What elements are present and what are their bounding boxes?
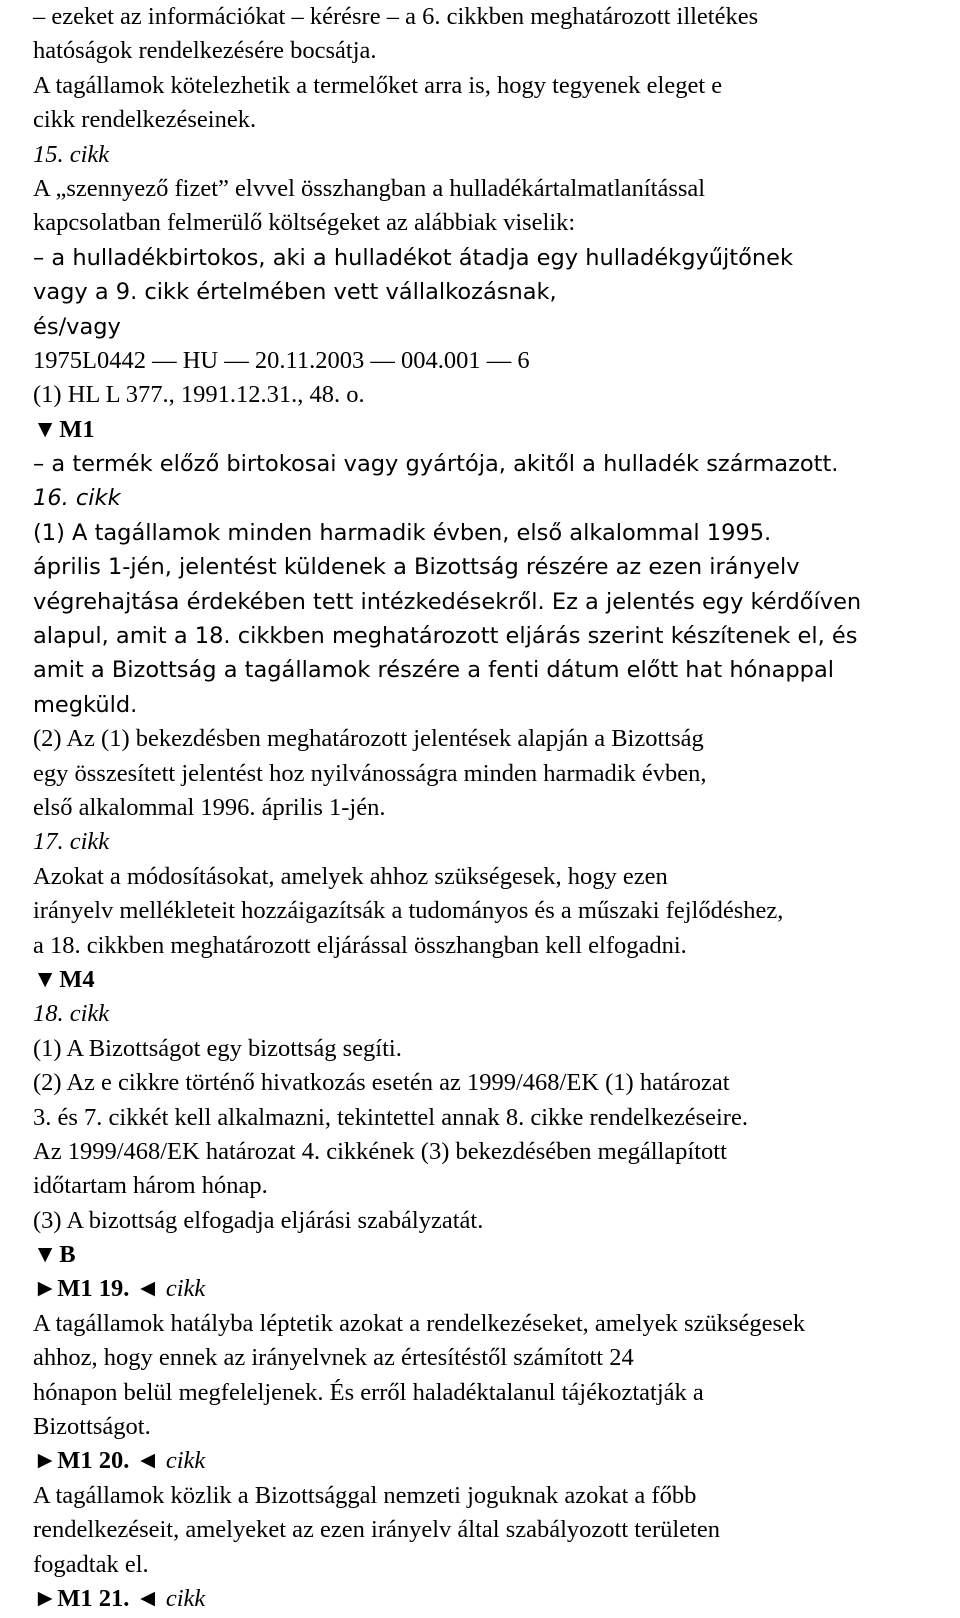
down-triangle-icon: ▼: [33, 965, 58, 993]
text-line: alapul, amit a 18. cikkben meghatározott eljárás szerint készítenek el, és: [33, 623, 858, 650]
text-line: a 18. cikkben meghatározott eljárással összhangban kell elfogadni.: [33, 931, 687, 959]
article-word: cikk: [165, 1584, 206, 1612]
text-line: kapcsolatban felmerülő költségeket az alábbiak viselik:: [33, 209, 576, 237]
article-heading-amended: [33, 1272, 950, 1306]
footnote: (1) HL L 377., 1991.12.31., 48. o.: [33, 381, 365, 409]
text-line: irányelv mellékleteit hozzáigazítsák a tudományos és a műszaki fejlődéshez,: [33, 897, 784, 925]
down-triangle-icon: ▼: [33, 415, 58, 443]
amendment-marker-b: [33, 1238, 950, 1272]
text-line: fogadtak el.: [33, 1550, 149, 1578]
text-line: – ezeket az információkat – kérésre – a 6. cikkben meghatározott illetékes: [33, 3, 759, 30]
article-heading: 16. cikk: [33, 485, 121, 512]
article-word: cikk: [165, 1447, 206, 1475]
page-footer: 1975L0442 — HU — 20.11.2003 — 004.001 — 6: [33, 346, 530, 374]
text-line: A tagállamok kötelezhetik a termelőket arra is, hogy tegyenek eleget e: [33, 71, 723, 99]
text-line: (3) A bizottság elfogadja eljárási szabályzatát.: [33, 1206, 484, 1234]
text-line: egy összesített jelentést hoz nyilvánosságra minden harmadik évben,: [33, 759, 707, 787]
article-heading-amended: [33, 1582, 950, 1616]
text-line: (2) Az e cikkre történő hivatkozás esetén az 1999/468/EK (1) határozat: [33, 1069, 730, 1097]
text-line: megküld.: [33, 691, 138, 718]
amendment-marker-m1: [33, 413, 950, 447]
text-line: és/vagy: [33, 313, 121, 340]
marker-label: M1 20.: [57, 1447, 130, 1475]
article-heading: 18. cikk: [33, 1000, 110, 1028]
text-line: rendelkezéseit, amelyeket az ezen irányelv által szabályozott területen: [33, 1516, 720, 1544]
text-line: időtartam három hónap.: [33, 1172, 268, 1200]
text-line: április 1-jén, jelentést küldenek a Bizottság részére az ezen irányelv: [33, 554, 800, 581]
text-line: első alkalommal 1996. április 1-jén.: [33, 793, 386, 821]
article-heading-amended: [33, 1444, 950, 1478]
right-triangle-icon: ►: [33, 1447, 58, 1475]
text-line: hatóságok rendelkezésére bocsátja.: [33, 37, 377, 65]
text-line: Bizottságot.: [33, 1413, 151, 1441]
text-line: végrehajtása érdekében tett intézkedésekről. Ez a jelentés egy kérdőíven: [33, 588, 862, 615]
left-triangle-icon: ◄: [135, 1447, 160, 1475]
text-line: A tagállamok közlik a Bizottsággal nemzeti joguknak azokat a főbb: [33, 1481, 697, 1509]
down-triangle-icon: ▼: [33, 1241, 58, 1269]
text-line: (1) A Bizottságot egy bizottság segíti.: [33, 1034, 402, 1062]
article-heading: 17. cikk: [33, 828, 110, 856]
text-line: (2) Az (1) bekezdésben meghatározott jelentések alapján a Bizottság: [33, 725, 704, 753]
article-word: cikk: [165, 1275, 206, 1303]
text-line: vagy a 9. cikk értelmében vett vállalkozásnak,: [33, 279, 557, 306]
text-line: A „szennyező fizet” elvvel összhangban a hulladékártalmatlanítással: [33, 174, 706, 202]
text-line: – a termék előző birtokosai vagy gyártója, akitől a hulladék származott.: [33, 451, 839, 478]
text-line: Azokat a módosításokat, amelyek ahhoz szükségesek, hogy ezen: [33, 862, 668, 890]
article-heading: 15. cikk: [33, 140, 110, 168]
marker-label: B: [59, 1241, 76, 1269]
text-line: 3. és 7. cikkét kell alkalmazni, tekintettel annak 8. cikke rendelkezéseire.: [33, 1103, 748, 1131]
marker-label: M4: [59, 965, 95, 993]
text-line: – a hulladékbirtokos, aki a hulladékot átadja egy hulladékgyűjtőnek: [33, 244, 794, 271]
text-line: (1) A tagállamok minden harmadik évben, első alkalommal 1995.: [33, 519, 772, 546]
right-triangle-icon: ►: [33, 1275, 58, 1303]
marker-label: M1 21.: [57, 1584, 130, 1612]
text-line: cikk rendelkezéseinek.: [33, 106, 257, 134]
text-line: hónapon belül megfeleljenek. És erről haladéktalanul tájékoztatják a: [33, 1378, 704, 1406]
marker-label: M1 19.: [57, 1275, 130, 1303]
text-line: Az 1999/468/EK határozat 4. cikkének (3) bekezdésében megállapított: [33, 1137, 727, 1165]
text-line: ahhoz, hogy ennek az irányelvnek az értesítéstől számított 24: [33, 1344, 634, 1372]
text-line: A tagállamok hatályba léptetik azokat a rendelkezéseket, amelyek szükségesek: [33, 1309, 806, 1337]
right-triangle-icon: ►: [33, 1584, 58, 1612]
text-line: amit a Bizottság a tagállamok részére a fenti dátum előtt hat hónappal: [33, 657, 834, 684]
left-triangle-icon: ◄: [135, 1275, 160, 1303]
left-triangle-icon: ◄: [135, 1584, 160, 1612]
marker-label: M1: [59, 415, 95, 443]
amendment-marker-m4: [33, 963, 950, 997]
